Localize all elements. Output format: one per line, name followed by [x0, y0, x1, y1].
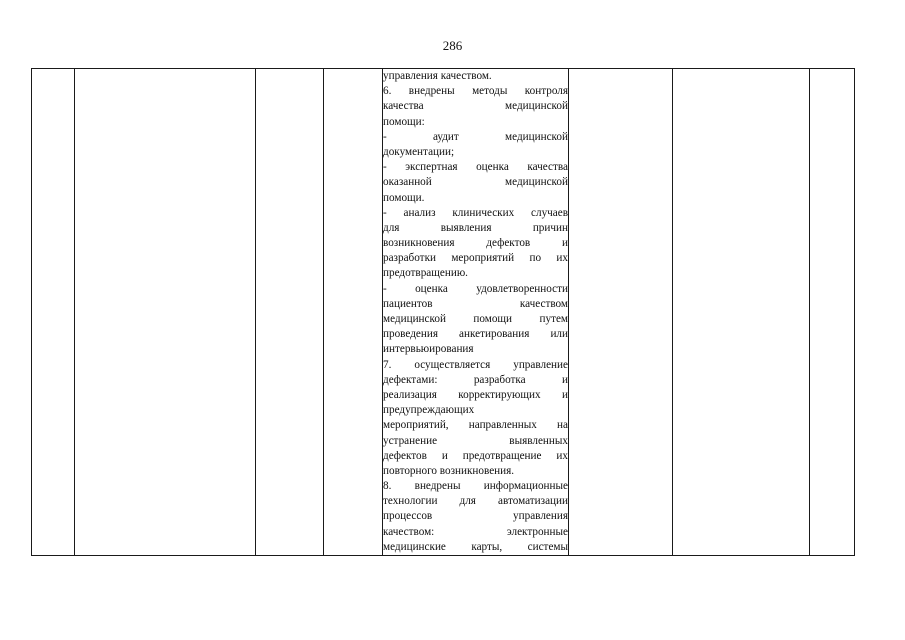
- table-cell-col-4: [324, 69, 383, 556]
- cell-text-line: мероприятий, направленных на: [383, 419, 568, 432]
- cell-text-line: процессов управления: [383, 510, 568, 523]
- cell-text-line: 7. осуществляется управление: [383, 358, 568, 371]
- cell-text-line: - экспертная оценка качества: [383, 161, 568, 174]
- table-cell-measures-text: [383, 69, 569, 556]
- table-cell-col-6: [569, 69, 673, 556]
- cell-text-line: реализация корректирующих и: [383, 388, 568, 401]
- cell-text-line: 8. внедрены информационные: [383, 480, 568, 493]
- cell-text-line: медицинские карты, системы: [383, 540, 568, 553]
- table-cell-col-3: [256, 69, 324, 556]
- cell-text-line: управления качеством.: [383, 70, 492, 82]
- page-number: 286: [442, 38, 463, 53]
- cell-text-line: дефектами: разработка и: [383, 373, 568, 386]
- cell-text-line: интервьюирования: [383, 343, 474, 356]
- cell-text-line: помощи.: [383, 191, 425, 204]
- cell-text-line: для выявления причин: [383, 221, 568, 234]
- table-row: [32, 69, 855, 556]
- table-cell-col-2: [75, 69, 256, 556]
- cell-text-line: качеством: электронные: [383, 525, 568, 538]
- cell-text-line: - оценка удовлетворенности: [383, 282, 568, 295]
- cell-text-line: документации;: [383, 145, 455, 158]
- cell-text-line: 6. внедрены методы контроля: [383, 85, 568, 98]
- cell-text-line: предотвращению.: [383, 267, 468, 280]
- cell-text-line: устранение выявленных: [383, 434, 568, 447]
- cell-text-line: предупреждающих: [383, 404, 475, 417]
- cell-text-line: - анализ клинических случаев: [383, 206, 568, 219]
- cell-text-line: разработки мероприятий по их: [383, 252, 568, 265]
- cell-text-line: проведения анкетирования или: [383, 328, 568, 341]
- cell-text-line: оказанной медицинской: [383, 176, 568, 189]
- cell-text-line: дефектов и предотвращение их: [383, 449, 568, 462]
- table-cell-col-1: [32, 69, 75, 556]
- cell-text-line: повторного возникновения.: [383, 464, 515, 477]
- cell-text-line: пациентов качеством: [383, 297, 568, 310]
- cell-text-line: возникновения дефектов и: [383, 237, 568, 250]
- cell-text-line: - аудит медицинской: [383, 130, 568, 143]
- table-cell-col-8: [810, 69, 855, 556]
- cell-text-line: медицинской помощи путем: [383, 313, 568, 325]
- table-cell-col-7: [673, 69, 810, 556]
- cell-text-line: технологии для автоматизации: [383, 495, 568, 508]
- cell-text-line: качества медицинской: [383, 100, 568, 113]
- cell-text-line: помощи:: [383, 115, 425, 128]
- document-table: [31, 68, 855, 556]
